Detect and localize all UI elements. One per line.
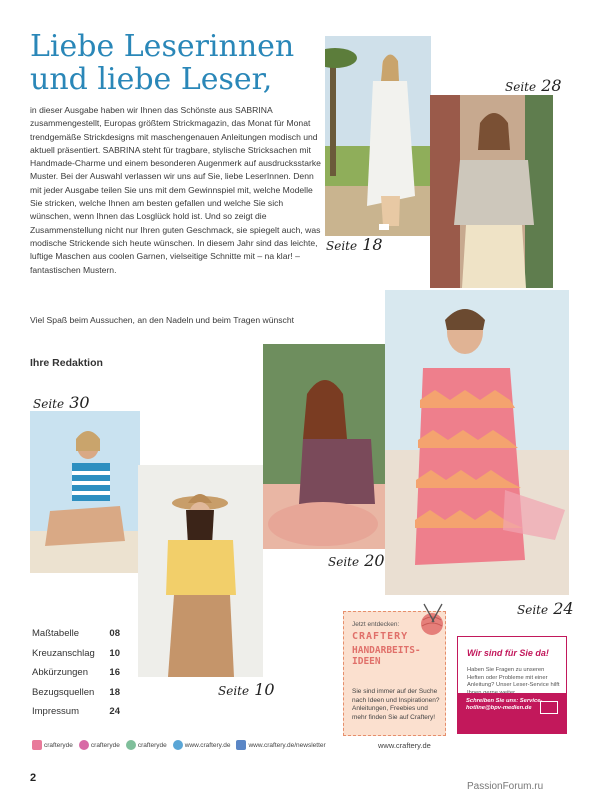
toc-row[interactable]: Kreuzanschlag 10 xyxy=(32,647,120,659)
toc-row[interactable]: Bezugsquellen 18 xyxy=(32,686,120,698)
closing-text: Viel Spaß beim Aussuchen, an den Nadeln und beim Tragen wünscht xyxy=(30,315,295,325)
toc-row[interactable]: Impressum 24 xyxy=(32,706,120,718)
web-link[interactable]: www.craftery.de xyxy=(173,740,231,750)
craftery-url[interactable]: www.craftery.de xyxy=(378,741,431,750)
pinterest-link[interactable]: crafteryde xyxy=(126,740,167,750)
photo-seite-28 xyxy=(430,95,553,288)
newsletter-link[interactable]: www.craftery.de/newsletter xyxy=(236,740,325,750)
page-ref-24: Seite 24 xyxy=(517,599,574,618)
service-heading: Wir sind für Sie da! xyxy=(467,648,549,658)
reader-service-box xyxy=(457,636,567,734)
instagram-link[interactable]: crafteryde xyxy=(79,740,120,750)
signature: Ihre Redaktion xyxy=(30,357,103,369)
service-contact-bar[interactable] xyxy=(458,693,566,733)
envelope-icon xyxy=(540,701,558,714)
table-of-contents xyxy=(32,624,120,722)
mail-icon xyxy=(236,740,246,750)
page-ref-30: Seite 30 xyxy=(33,393,90,412)
craftery-body: Sie sind immer auf der Suche nach Ideen und Inspirationen? Anleitungen, Freebies und mehr finden Sie auf Craftery! xyxy=(352,688,440,721)
globe-icon xyxy=(173,740,183,750)
toc-row[interactable]: Maßtabelle 08 xyxy=(32,628,120,640)
craftery-brand: CRAFTERY xyxy=(352,631,409,642)
page-ref-28: Seite 28 xyxy=(505,76,562,95)
social-links xyxy=(32,740,326,750)
facebook-link[interactable]: crafteryde xyxy=(32,740,73,750)
photo-seite-30 xyxy=(30,411,140,573)
page-ref-18: Seite 18 xyxy=(326,235,383,254)
watermark: PassionForum.ru xyxy=(467,781,544,792)
page-ref-10: Seite 10 xyxy=(218,680,275,699)
facebook-icon xyxy=(32,740,42,750)
pinterest-icon xyxy=(126,740,136,750)
craftery-headline: HANDARBEITS-IDEEN xyxy=(352,645,421,667)
service-body: Haben Sie Fragen zu unseren Heften oder Probleme mit einer Anleitung? Unser Leser-Service hilft xyxy=(467,667,560,689)
photo-seite-18 xyxy=(325,36,431,236)
page-title xyxy=(30,30,330,96)
photo-seite-20 xyxy=(263,344,385,549)
instagram-icon xyxy=(79,740,89,750)
craftery-promo[interactable] xyxy=(343,611,446,736)
page-number: 2 xyxy=(30,772,37,784)
service-email[interactable]: Schreiben Sie uns: Service-hotline@bpv-medien.de xyxy=(466,698,543,712)
photo-seite-10 xyxy=(138,465,263,677)
title-line-1: Liebe Leserinnen xyxy=(30,29,295,64)
intro-text: in dieser Ausgabe haben wir Ihnen das Schönste aus SABRINA zusammengestellt, Europas größtem Strickmagazin, das Monat für Monat trendgemäße Strickdesigns mit maschengenauen Anleitungen modisch und aktuell präsentiert. SABRINA steht für tragbare, stylische Stricksachen mit Handmade-Charme und einem besonderen Augenmerk auf ausdrucksstarke Muster. Bei der Auswahl verlassen wir uns auf Sie, liebe LeserInnen. Denn mit jeder Ausgabe teilen Sie uns mit dem Gewinnspiel mit, welche Modelle Sie stricken, welche Ihnen am besten gefallen und welche Sie sich wünschen, wenn Ihnen das Losglück hold ist. Und so zeigt die Zusammenstellung nicht nur Ihren guten Geschmack, sie spiegelt auch, was modische Strickende sich heute wünschen. In diesem Jahr sind das leichte, luftige Maschen aus coolen Garnen, vielseitige Schnitte mit – na klar! – fantastischen Mustern. xyxy=(30,105,321,275)
title-line-2: und liebe Leser, xyxy=(30,62,273,97)
page-ref-20: Seite 20 xyxy=(328,551,385,570)
yarn-ball-icon xyxy=(414,602,450,638)
craftery-teaser: Jetzt entdecken: xyxy=(352,621,400,628)
photo-seite-24 xyxy=(385,290,569,595)
toc-row[interactable]: Abkürzungen 16 xyxy=(32,667,120,679)
